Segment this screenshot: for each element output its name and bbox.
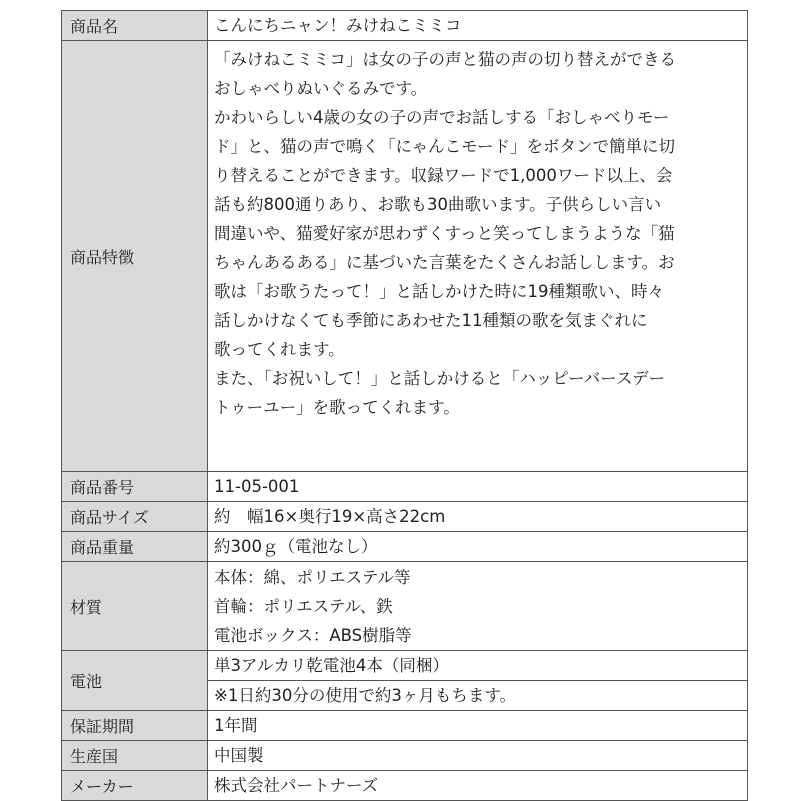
spec-row-size (62, 502, 748, 532)
row-label: 商品特徴 (62, 41, 208, 472)
row-value (208, 41, 748, 472)
value-line: トゥーユー」を歌ってくれます。 (214, 398, 460, 417)
value-line: 話も約800通りあり、お歌も30曲歌います。子供らしい言い (214, 195, 662, 214)
spec-row-weight (62, 532, 748, 562)
row-label: 生産国 (62, 741, 208, 771)
product-spec-table (61, 10, 748, 801)
row-label: 電池 (62, 651, 208, 711)
value-line: ※1日約30分の使用で約3ヶ月もちます。 (214, 686, 516, 705)
row-label: メーカー (62, 771, 208, 801)
spec-row-product-number (62, 472, 748, 502)
feature-text (214, 41, 747, 422)
value-line: り替えることができます。収録ワードで1,000ワード以上、会 (214, 166, 673, 185)
row-label: 材質 (62, 562, 208, 651)
value-line: 11-05-001 (214, 477, 300, 496)
value-line: 話しかけなくても季節にあわせた11種類の歌を気まぐれに (214, 311, 648, 330)
row-value (208, 11, 748, 41)
row-value (208, 651, 748, 711)
row-value (208, 562, 748, 651)
row-value (208, 472, 748, 502)
value-line: 間違いや、猫愛好家が思わずくすっと笑ってしまうような「猫 (214, 224, 675, 243)
row-label: 商品名 (62, 11, 208, 41)
value-line: 「みけねこミミコ」は女の子の声と猫の声の切り替えができる (214, 50, 676, 69)
row-value (208, 771, 748, 801)
value-line: 歌は「お歌うたって！」と話しかけた時に19種類歌い、時々 (214, 282, 664, 301)
value-line: 本体：綿、ポリエステル等 (214, 567, 411, 587)
spec-row-material (62, 562, 748, 651)
value-line: 1年間 (214, 716, 258, 735)
row-value (208, 711, 748, 741)
row-label: 商品重量 (62, 532, 208, 562)
spec-row-product-name (62, 11, 748, 41)
row-label: 商品サイズ (62, 502, 208, 532)
value-line: また、「お祝いして！」と話しかけると「ハッピーバースデー (214, 369, 666, 388)
spec-row-warranty (62, 711, 748, 741)
row-label: 商品番号 (62, 472, 208, 502)
spec-row-battery (62, 651, 748, 711)
value-line: 電池ボックス：ABS樹脂等 (214, 625, 412, 645)
row-label: 保証期間 (62, 711, 208, 741)
value-line: 歌ってくれます。 (214, 340, 345, 359)
value-line: こんにちニャン！みけねこミミコ (214, 16, 462, 35)
row-value (208, 741, 748, 771)
value-line: 株式会社パートナーズ (214, 776, 379, 795)
row-value (208, 532, 748, 562)
value-line: 中国製 (214, 746, 264, 765)
value-line: 首輪：ポリエステル、鉄 (214, 596, 393, 616)
value-line: 約 幅16×奥行19×高さ22cm (214, 507, 446, 526)
value-line: 単3アルカリ乾電池4本（同梱） (208, 651, 747, 681)
value-line: ちゃんあるある」に基づいた言葉をたくさんお話しします。お (214, 253, 675, 272)
spec-row-features (62, 41, 748, 472)
row-value (208, 502, 748, 532)
value-line: かわいらしい4歳の女の子の声でお話しする「おしゃべりモー (214, 108, 670, 127)
value-line: ド」と、猫の声で鳴く「にゃんこモード」をボタンで簡単に切 (214, 137, 676, 156)
value-line: おしゃべりぬいぐるみです。 (214, 79, 428, 98)
value-line: 約300ｇ（電池なし） (214, 537, 378, 556)
spec-row-maker (62, 771, 748, 801)
spec-row-origin (62, 741, 748, 771)
